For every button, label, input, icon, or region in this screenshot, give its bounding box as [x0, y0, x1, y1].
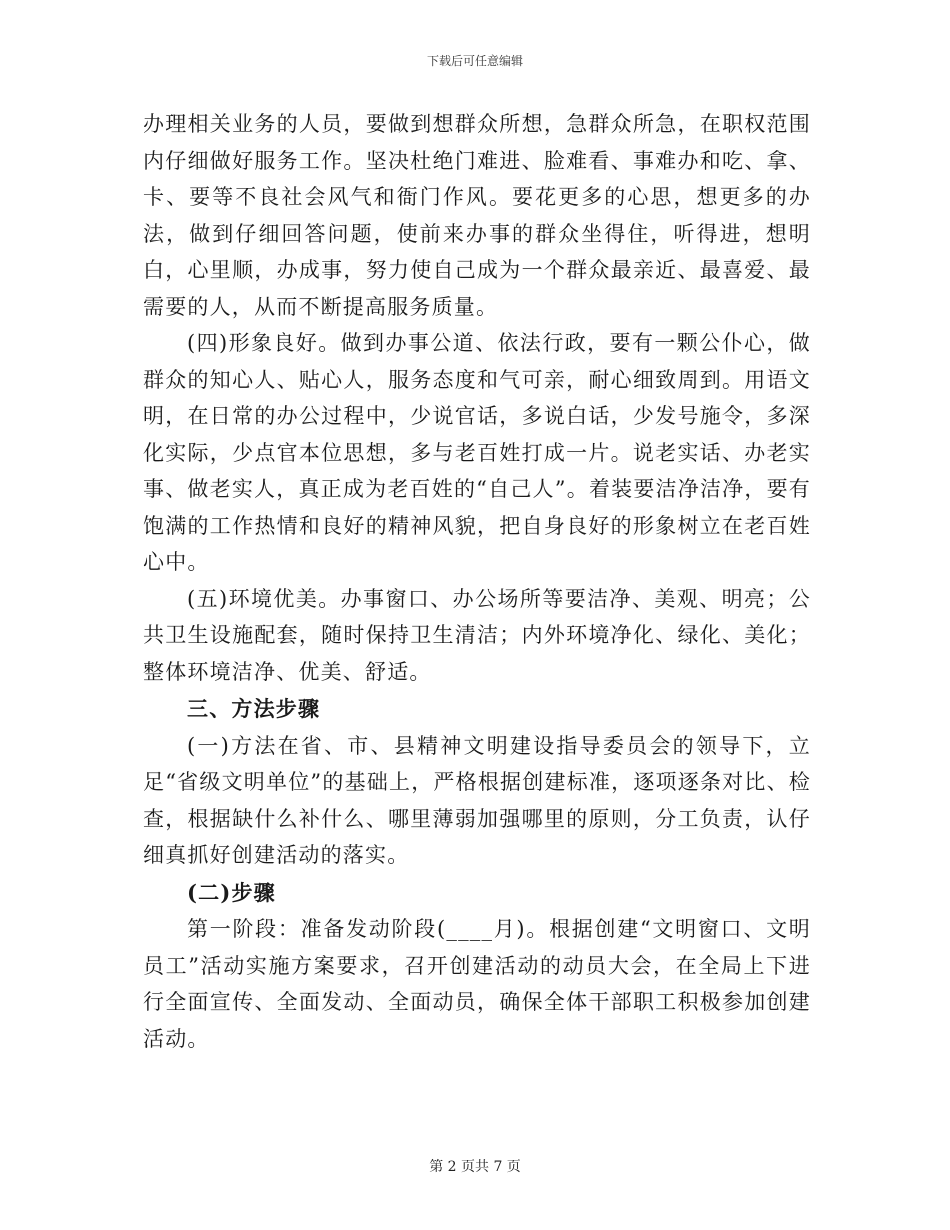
page-header: 下载后可任意编辑 — [426, 54, 523, 68]
paragraph-environment: (五)环境优美。办事窗口、办公场所等要洁净、美观、明亮；公共卫生设施配套，随时保持卫生清洁；内外环境净化、绿化、美化；整体环境洁净、优美、舒适。 — [143, 586, 811, 684]
paragraph-service-quality: 办理相关业务的人员，要做到想群众所想，急群众所急，在职权范围内仔细做好服务工作。坚决杜绝门难进、脸难看、事难办和吃、拿、卡、要等不良社会风气和衙门作风。要花更多的心思，想更多的办法，做到仔细回答问题，使前来办事的群众坐得住，听得进，想明白，心里顺，办成事，努力使自己成为一个群众最亲近、最喜爱、最需要的人，从而不断提高服务质量。 — [143, 112, 811, 319]
paragraph-methods: (一)方法在省、市、县精神文明建设指导委员会的领导下，立足“省级文明单位”的基础上，严格根据创建标准，逐项逐条对比、检查，根据缺什么补什么、哪里薄弱加强哪里的原则，分工负责，认仔细真抓好创建活动的落实。 — [143, 733, 811, 867]
paragraph-stage-one: 第一阶段：准备发动阶段(____月)。根据创建“文明窗口、文明员工”活动实施方案要求，召开创建活动的动员大会，在全局上下进行全面宣传、全面发动、全面动员，确保全体干部职工积极参加创建活动。 — [143, 917, 811, 1051]
page-footer: 第 2 页共 7 页 — [429, 1159, 521, 1175]
subheading-steps: (二)步骤 — [187, 879, 276, 905]
paragraph-good-image: (四)形象良好。做到办事公道、依法行政，要有一颗公仆心，做群众的知心人、贴心人，服务态度和气可亲，耐心细致周到。用语文明，在日常的办公过程中，少说官话，多说白话，少发号施令，多深化实际，少点官本位思想，多与老百姓打成一片。说老实话、办老实事、做老实人，真正成为老百姓的“自己人”。着装要洁净洁净，要有饱满的工作热情和良好的精神风貌，把自身良好的形象树立在老百姓心中。 — [143, 331, 811, 574]
document-body — [143, 106, 811, 1057]
section-heading-methods-steps: 三、方法步骤 — [187, 696, 321, 721]
